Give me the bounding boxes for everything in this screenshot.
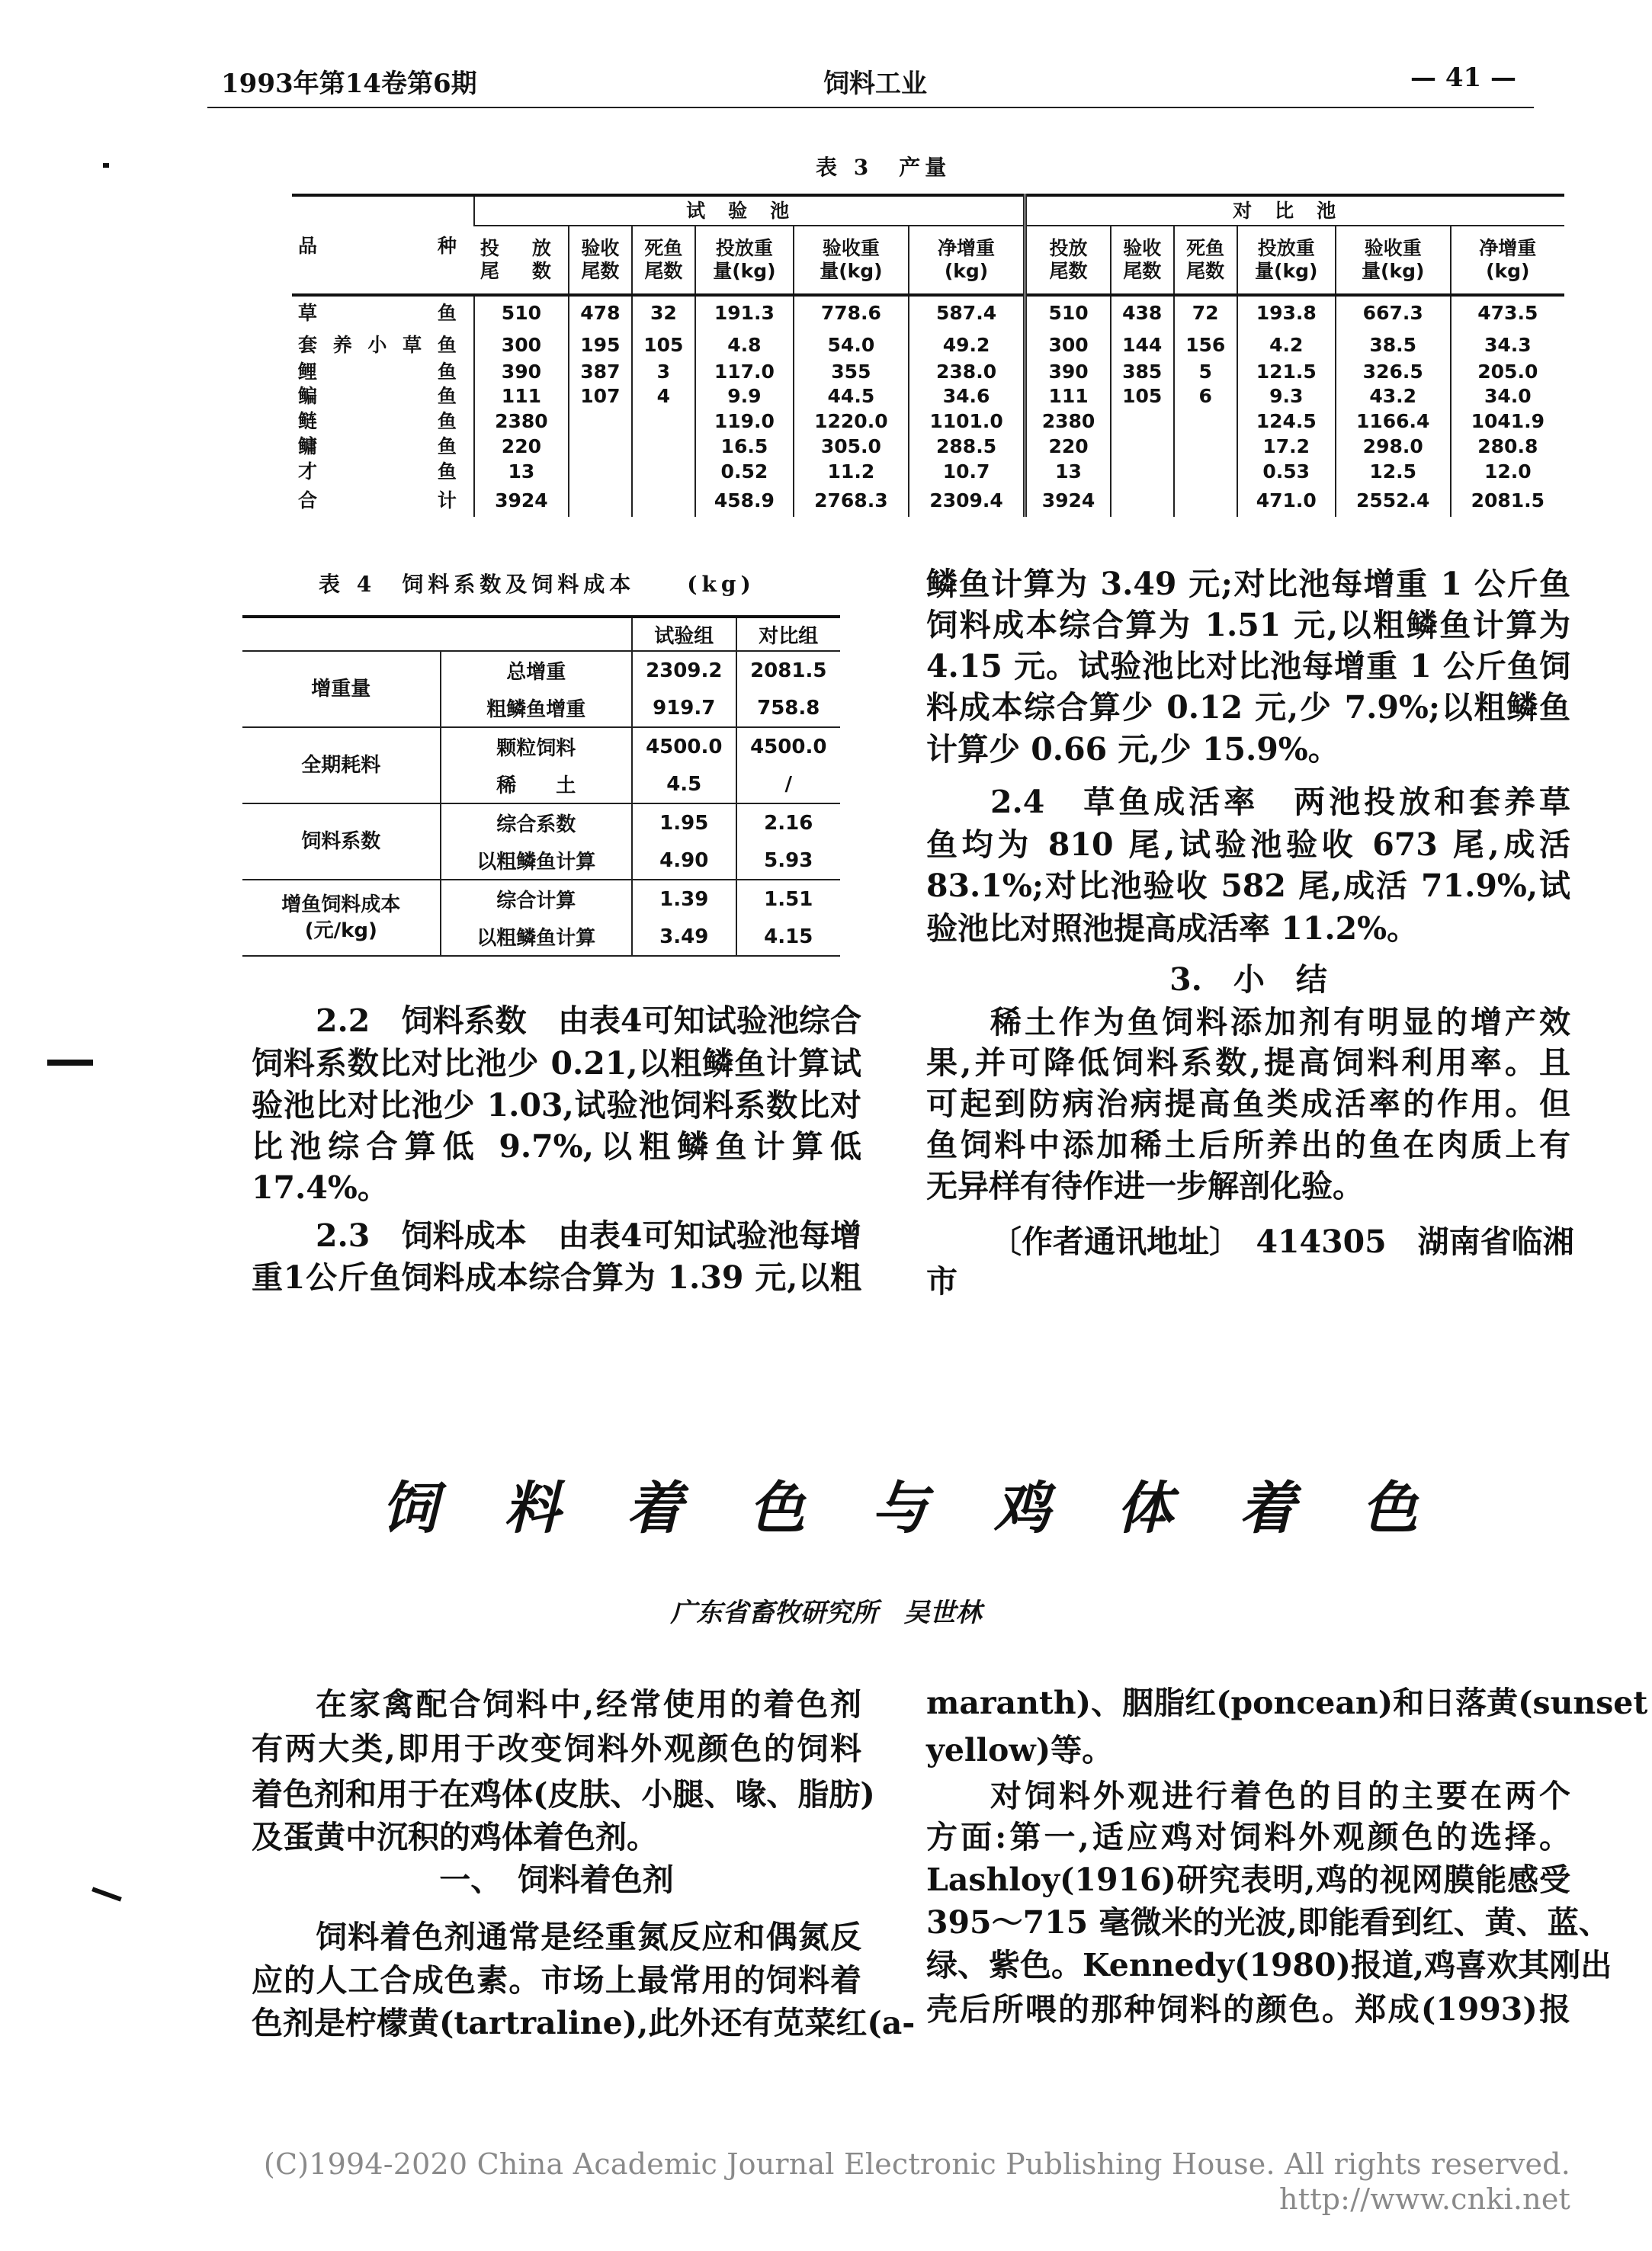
value-cell: 778.6	[794, 295, 909, 330]
text-line: 鱼均为 810 尾,试验池验收 673 尾,成活	[926, 826, 1570, 863]
text-line: 395～715 毫微米的光波,即能看到红、黄、蓝、	[926, 1904, 1610, 1941]
value-cell: 119.0	[695, 409, 794, 434]
species-cell: 鳊鱼	[298, 385, 457, 407]
value-cell: 105	[632, 330, 695, 360]
test-value: 2309.2	[632, 651, 736, 689]
item-label: 综合计算	[441, 880, 632, 918]
value-cell	[569, 459, 632, 485]
table-group	[242, 651, 840, 727]
value-cell	[1174, 485, 1237, 517]
value-cell: 2380	[474, 409, 569, 434]
column-header: 验收重 量(kg)	[1336, 226, 1451, 295]
text-line: 83.1%;对比池验收 582 尾,成活 71.9%,试	[926, 867, 1570, 904]
value-cell: 3924	[1025, 485, 1111, 517]
value-cell	[632, 459, 695, 485]
table-row	[292, 409, 1564, 434]
column-header: 净增重 (kg)	[1451, 226, 1564, 295]
value-cell: 191.3	[695, 295, 794, 330]
scan-speck	[47, 1060, 93, 1066]
value-cell: 300	[1025, 330, 1111, 360]
table3-caption: 表 3 产量	[816, 155, 951, 180]
value-cell: 13	[474, 459, 569, 485]
value-cell: 13	[1025, 459, 1111, 485]
value-cell	[1111, 409, 1174, 434]
scan-speck	[91, 1887, 122, 1901]
text-line: 色剂是柠檬黄(tartraline),此外还有苋菜红(a-	[252, 2005, 916, 2041]
column-header: 死鱼 尾数	[1174, 226, 1237, 295]
value-cell: 305.0	[794, 434, 909, 459]
text-line: 17.4%。	[252, 1169, 389, 1206]
value-cell: 5	[1174, 360, 1237, 384]
text-line: 4.15 元。试验池比对比池每增重 1 公斤鱼饲	[926, 648, 1570, 685]
item-label: 以粗鳞鱼计算	[441, 918, 632, 956]
value-cell: 111	[1025, 384, 1111, 409]
value-cell: 11.2	[794, 459, 909, 485]
table-group	[242, 880, 840, 956]
table-row	[242, 651, 840, 689]
value-cell: 38.5	[1336, 330, 1451, 360]
value-cell: 1220.0	[794, 409, 909, 434]
text-line: 壳后所喂的那种饲料的颜色。郑成(1993)报	[926, 1991, 1570, 2028]
table-row	[242, 727, 840, 765]
value-cell: 390	[1025, 360, 1111, 384]
test-value: 919.7	[632, 689, 736, 727]
value-cell: 16.5	[695, 434, 794, 459]
value-cell	[569, 485, 632, 517]
text-line: 计算少 0.66 元,少 15.9%。	[926, 731, 1339, 768]
value-cell: 355	[794, 360, 909, 384]
value-cell: 9.3	[1237, 384, 1336, 409]
text-line: 市	[926, 1263, 958, 1300]
value-cell: 298.0	[1336, 434, 1451, 459]
text-line: 可起到防病治病提高鱼类成活率的作用。但	[926, 1085, 1570, 1122]
value-cell: 4.2	[1237, 330, 1336, 360]
text-line: 饲料成本综合算为 1.51 元,以粗鳞鱼计算为	[926, 607, 1570, 643]
control-value: 4500.0	[736, 727, 841, 765]
value-cell: 205.0	[1451, 360, 1564, 384]
item-label: 总增重	[441, 651, 632, 689]
column-header: 验收 尾数	[569, 226, 632, 295]
table-group	[242, 727, 840, 803]
value-cell	[1111, 459, 1174, 485]
species-cell: 鲢鱼	[298, 410, 457, 432]
header-rule	[207, 107, 1534, 108]
table-row	[292, 459, 1564, 485]
table-row	[292, 330, 1564, 360]
text-line: 绿、紫色。Kennedy(1980)报道,鸡喜欢其刚出	[926, 1947, 1612, 1983]
text-line: 着色剂和用于在鸡体(皮肤、小腿、喙、脂肪)	[252, 1776, 875, 1813]
value-cell: 0.53	[1237, 459, 1336, 485]
text-line: 应的人工合成色素。市场上最常用的饲料着	[252, 1962, 861, 1999]
value-cell: 117.0	[695, 360, 794, 384]
value-cell: 473.5	[1451, 295, 1564, 330]
value-cell: 2380	[1025, 409, 1111, 434]
value-cell: 471.0	[1237, 485, 1336, 517]
value-cell: 667.3	[1336, 295, 1451, 330]
species-cell: 草鱼	[298, 302, 457, 324]
blank-corner	[242, 617, 632, 651]
value-cell: 72	[1174, 295, 1237, 330]
text-line: 有两大类,即用于改变饲料外观颜色的饲料	[252, 1730, 861, 1767]
text-line: maranth)、胭脂红(poncean)和日落黄(sunset	[926, 1685, 1648, 1721]
value-cell: 54.0	[794, 330, 909, 360]
text-line: 及蛋黄中沉积的鸡体着色剂。	[252, 1819, 658, 1855]
value-cell: 387	[569, 360, 632, 384]
control-value: 4.15	[736, 918, 841, 956]
value-cell: 3	[632, 360, 695, 384]
journal-name: 饲料工业	[823, 69, 927, 99]
value-cell: 0.52	[695, 459, 794, 485]
value-cell: 300	[474, 330, 569, 360]
value-cell: 34.3	[1451, 330, 1564, 360]
text-line: 饲料着色剂通常是经重氮反应和偶氮反	[316, 1919, 861, 1955]
text-line: 比池综合算低 9.7%,以粗鳞鱼计算低	[252, 1128, 861, 1165]
test-pond-header: 试验池	[474, 195, 1025, 226]
species-cell: 鲤鱼	[298, 361, 457, 383]
species-cell: 套养小草鱼	[298, 333, 457, 356]
value-cell: 3924	[474, 485, 569, 517]
group-label: 饲料系数	[301, 830, 381, 853]
value-cell: 124.5	[1237, 409, 1336, 434]
text-line: 〔作者通讯地址〕 414305 湖南省临湘	[990, 1223, 1574, 1260]
value-cell: 49.2	[909, 330, 1025, 360]
text-line: 验池比对比池少 1.03,试验池饲料系数比对	[252, 1087, 861, 1124]
control-value: /	[736, 765, 841, 803]
text-line: 方面:第一,适应鸡对饲料外观颜色的选择。	[926, 1819, 1570, 1855]
value-cell: 12.0	[1451, 459, 1564, 485]
value-cell: 34.0	[1451, 384, 1564, 409]
value-cell: 2309.4	[909, 485, 1025, 517]
scan-speck	[103, 163, 109, 168]
value-cell: 2552.4	[1336, 485, 1451, 517]
column-header: 验收重 量(kg)	[794, 226, 909, 295]
copyright-footer: (C)1994-2020 China Academic Journal Electronic Publishing House. All rights reserved. http://www.cnki.net	[263, 2147, 1629, 2216]
column-header: 投放重 量(kg)	[695, 226, 794, 295]
text-line: 无异样有待作进一步解剖化验。	[926, 1168, 1364, 1204]
text-line: 2.4 草鱼成活率 两池投放和套养草	[990, 784, 1570, 820]
value-cell	[1174, 434, 1237, 459]
test-value: 4.90	[632, 842, 736, 880]
page-number: — 41 —	[1410, 63, 1516, 93]
control-value: 2081.5	[736, 651, 841, 689]
column-header: 投放 尾数	[480, 237, 551, 282]
value-cell: 10.7	[909, 459, 1025, 485]
value-cell	[1174, 459, 1237, 485]
issue-label: 1993年第14卷第6期	[221, 69, 477, 99]
table-row	[242, 880, 840, 918]
value-cell: 156	[1174, 330, 1237, 360]
value-cell: 326.5	[1336, 360, 1451, 384]
value-cell: 32	[632, 295, 695, 330]
value-cell: 9.9	[695, 384, 794, 409]
value-cell: 2081.5	[1451, 485, 1564, 517]
text-line: 2.2 饲料系数 由表4可知试验池综合	[316, 1002, 861, 1039]
text-line: Lashloy(1916)研究表明,鸡的视网膜能感受	[926, 1861, 1570, 1898]
item-label: 综合系数	[441, 803, 632, 842]
value-cell: 6	[1174, 384, 1237, 409]
group-label: 增重量	[311, 678, 371, 701]
text-line: yellow)等。	[926, 1732, 1114, 1768]
control-value: 5.93	[736, 842, 841, 880]
value-cell	[632, 485, 695, 517]
table-row	[242, 803, 840, 842]
test-value: 1.39	[632, 880, 736, 918]
species-header: 品 种	[292, 195, 474, 295]
text-line: 鳞鱼计算为 3.49 元;对比池每增重 1 公斤鱼	[926, 566, 1570, 602]
value-cell: 458.9	[695, 485, 794, 517]
species-cell: 鳙鱼	[298, 435, 457, 457]
column-header: 投放重 量(kg)	[1237, 226, 1336, 295]
control-pond-header: 对比池	[1025, 195, 1564, 226]
test-value: 4500.0	[632, 727, 736, 765]
text-line: 稀土作为鱼饲料添加剂有明显的增产效	[990, 1004, 1570, 1041]
value-cell	[632, 434, 695, 459]
column-header: 投放 尾数	[1025, 226, 1111, 295]
text-line: 验池比对照池提高成活率 11.2%。	[926, 910, 1419, 947]
species-cell: 合计	[298, 489, 457, 511]
test-value: 1.95	[632, 803, 736, 842]
value-cell: 193.8	[1237, 295, 1336, 330]
value-cell: 438	[1111, 295, 1174, 330]
value-cell: 144	[1111, 330, 1174, 360]
value-cell: 44.5	[794, 384, 909, 409]
item-label: 稀 土	[441, 765, 632, 803]
test-group-header: 试验组	[632, 617, 736, 651]
item-label: 粗鳞鱼增重	[441, 689, 632, 727]
value-cell: 12.5	[1336, 459, 1451, 485]
text-line: 3. 小 结	[1169, 961, 1327, 998]
text-line: 饲料系数比对比池少 0.21,以粗鳞鱼计算试	[252, 1045, 861, 1082]
item-label: 颗粒饲料	[441, 727, 632, 765]
text-line: 对饲料外观进行着色的目的主要在两个	[990, 1778, 1570, 1814]
value-cell: 1166.4	[1336, 409, 1451, 434]
value-cell: 280.8	[1451, 434, 1564, 459]
control-value: 2.16	[736, 803, 841, 842]
value-cell: 195	[569, 330, 632, 360]
column-header: 验收 尾数	[1111, 226, 1174, 295]
value-cell: 238.0	[909, 360, 1025, 384]
table-row	[292, 295, 1564, 330]
article-title: 饲料着色与鸡体着色	[381, 1476, 1418, 1541]
value-cell: 43.2	[1336, 384, 1451, 409]
value-cell: 4	[632, 384, 695, 409]
column-header: 死鱼 尾数	[632, 226, 695, 295]
value-cell: 4.8	[695, 330, 794, 360]
test-value: 4.5	[632, 765, 736, 803]
table-row	[292, 384, 1564, 409]
value-cell: 1041.9	[1451, 409, 1564, 434]
value-cell	[569, 434, 632, 459]
value-cell	[1174, 409, 1237, 434]
text-line: 一、 饲料着色剂	[439, 1861, 674, 1898]
test-value: 3.49	[632, 918, 736, 956]
text-line: 鱼饲料中添加稀土后所养出的鱼在肉质上有	[926, 1127, 1570, 1163]
text-line: 果,并可降低饲料系数,提高饲料利用率。且	[926, 1044, 1570, 1081]
value-cell	[632, 409, 695, 434]
value-cell	[1111, 434, 1174, 459]
value-cell: 220	[474, 434, 569, 459]
text-line: 2.3 饲料成本 由表4可知试验池每增	[316, 1217, 861, 1254]
value-cell: 510	[474, 295, 569, 330]
group-label: 全期耗料	[301, 754, 381, 777]
table-row	[292, 360, 1564, 384]
value-cell: 385	[1111, 360, 1174, 384]
table4-feed-cost	[242, 615, 840, 957]
group-label: 增鱼饲料成本 (元/kg)	[281, 893, 401, 942]
value-cell: 510	[1025, 295, 1111, 330]
article-author: 广东省畜牧研究所 吴世林	[670, 1598, 982, 1628]
control-value: 758.8	[736, 689, 841, 727]
value-cell: 107	[569, 384, 632, 409]
value-cell: 478	[569, 295, 632, 330]
value-cell: 288.5	[909, 434, 1025, 459]
value-cell: 390	[474, 360, 569, 384]
table-row	[292, 434, 1564, 459]
species-cell: 才鱼	[298, 460, 457, 483]
table4-caption: 表 4 饲料系数及饲料成本 (kg)	[319, 572, 755, 597]
value-cell: 220	[1025, 434, 1111, 459]
control-group-header: 对比组	[736, 617, 841, 651]
value-cell: 587.4	[909, 295, 1025, 330]
control-value: 1.51	[736, 880, 841, 918]
text-line: 重1公斤鱼饲料成本综合算为 1.39 元,以粗	[252, 1259, 861, 1296]
value-cell	[1111, 485, 1174, 517]
value-cell: 34.6	[909, 384, 1025, 409]
table-group	[242, 803, 840, 880]
value-cell	[569, 409, 632, 434]
value-cell: 2768.3	[794, 485, 909, 517]
value-cell: 121.5	[1237, 360, 1336, 384]
value-cell: 1101.0	[909, 409, 1025, 434]
item-label: 以粗鳞鱼计算	[441, 842, 632, 880]
text-line: 料成本综合算少 0.12 元,少 7.9%;以粗鳞鱼	[926, 689, 1570, 726]
text-line: 在家禽配合饲料中,经常使用的着色剂	[316, 1686, 861, 1723]
value-cell: 17.2	[1237, 434, 1336, 459]
table-row	[292, 485, 1564, 517]
table3-yield	[292, 194, 1564, 517]
value-cell: 111	[474, 384, 569, 409]
value-cell: 105	[1111, 384, 1174, 409]
column-header: 净增重 (kg)	[909, 226, 1025, 295]
